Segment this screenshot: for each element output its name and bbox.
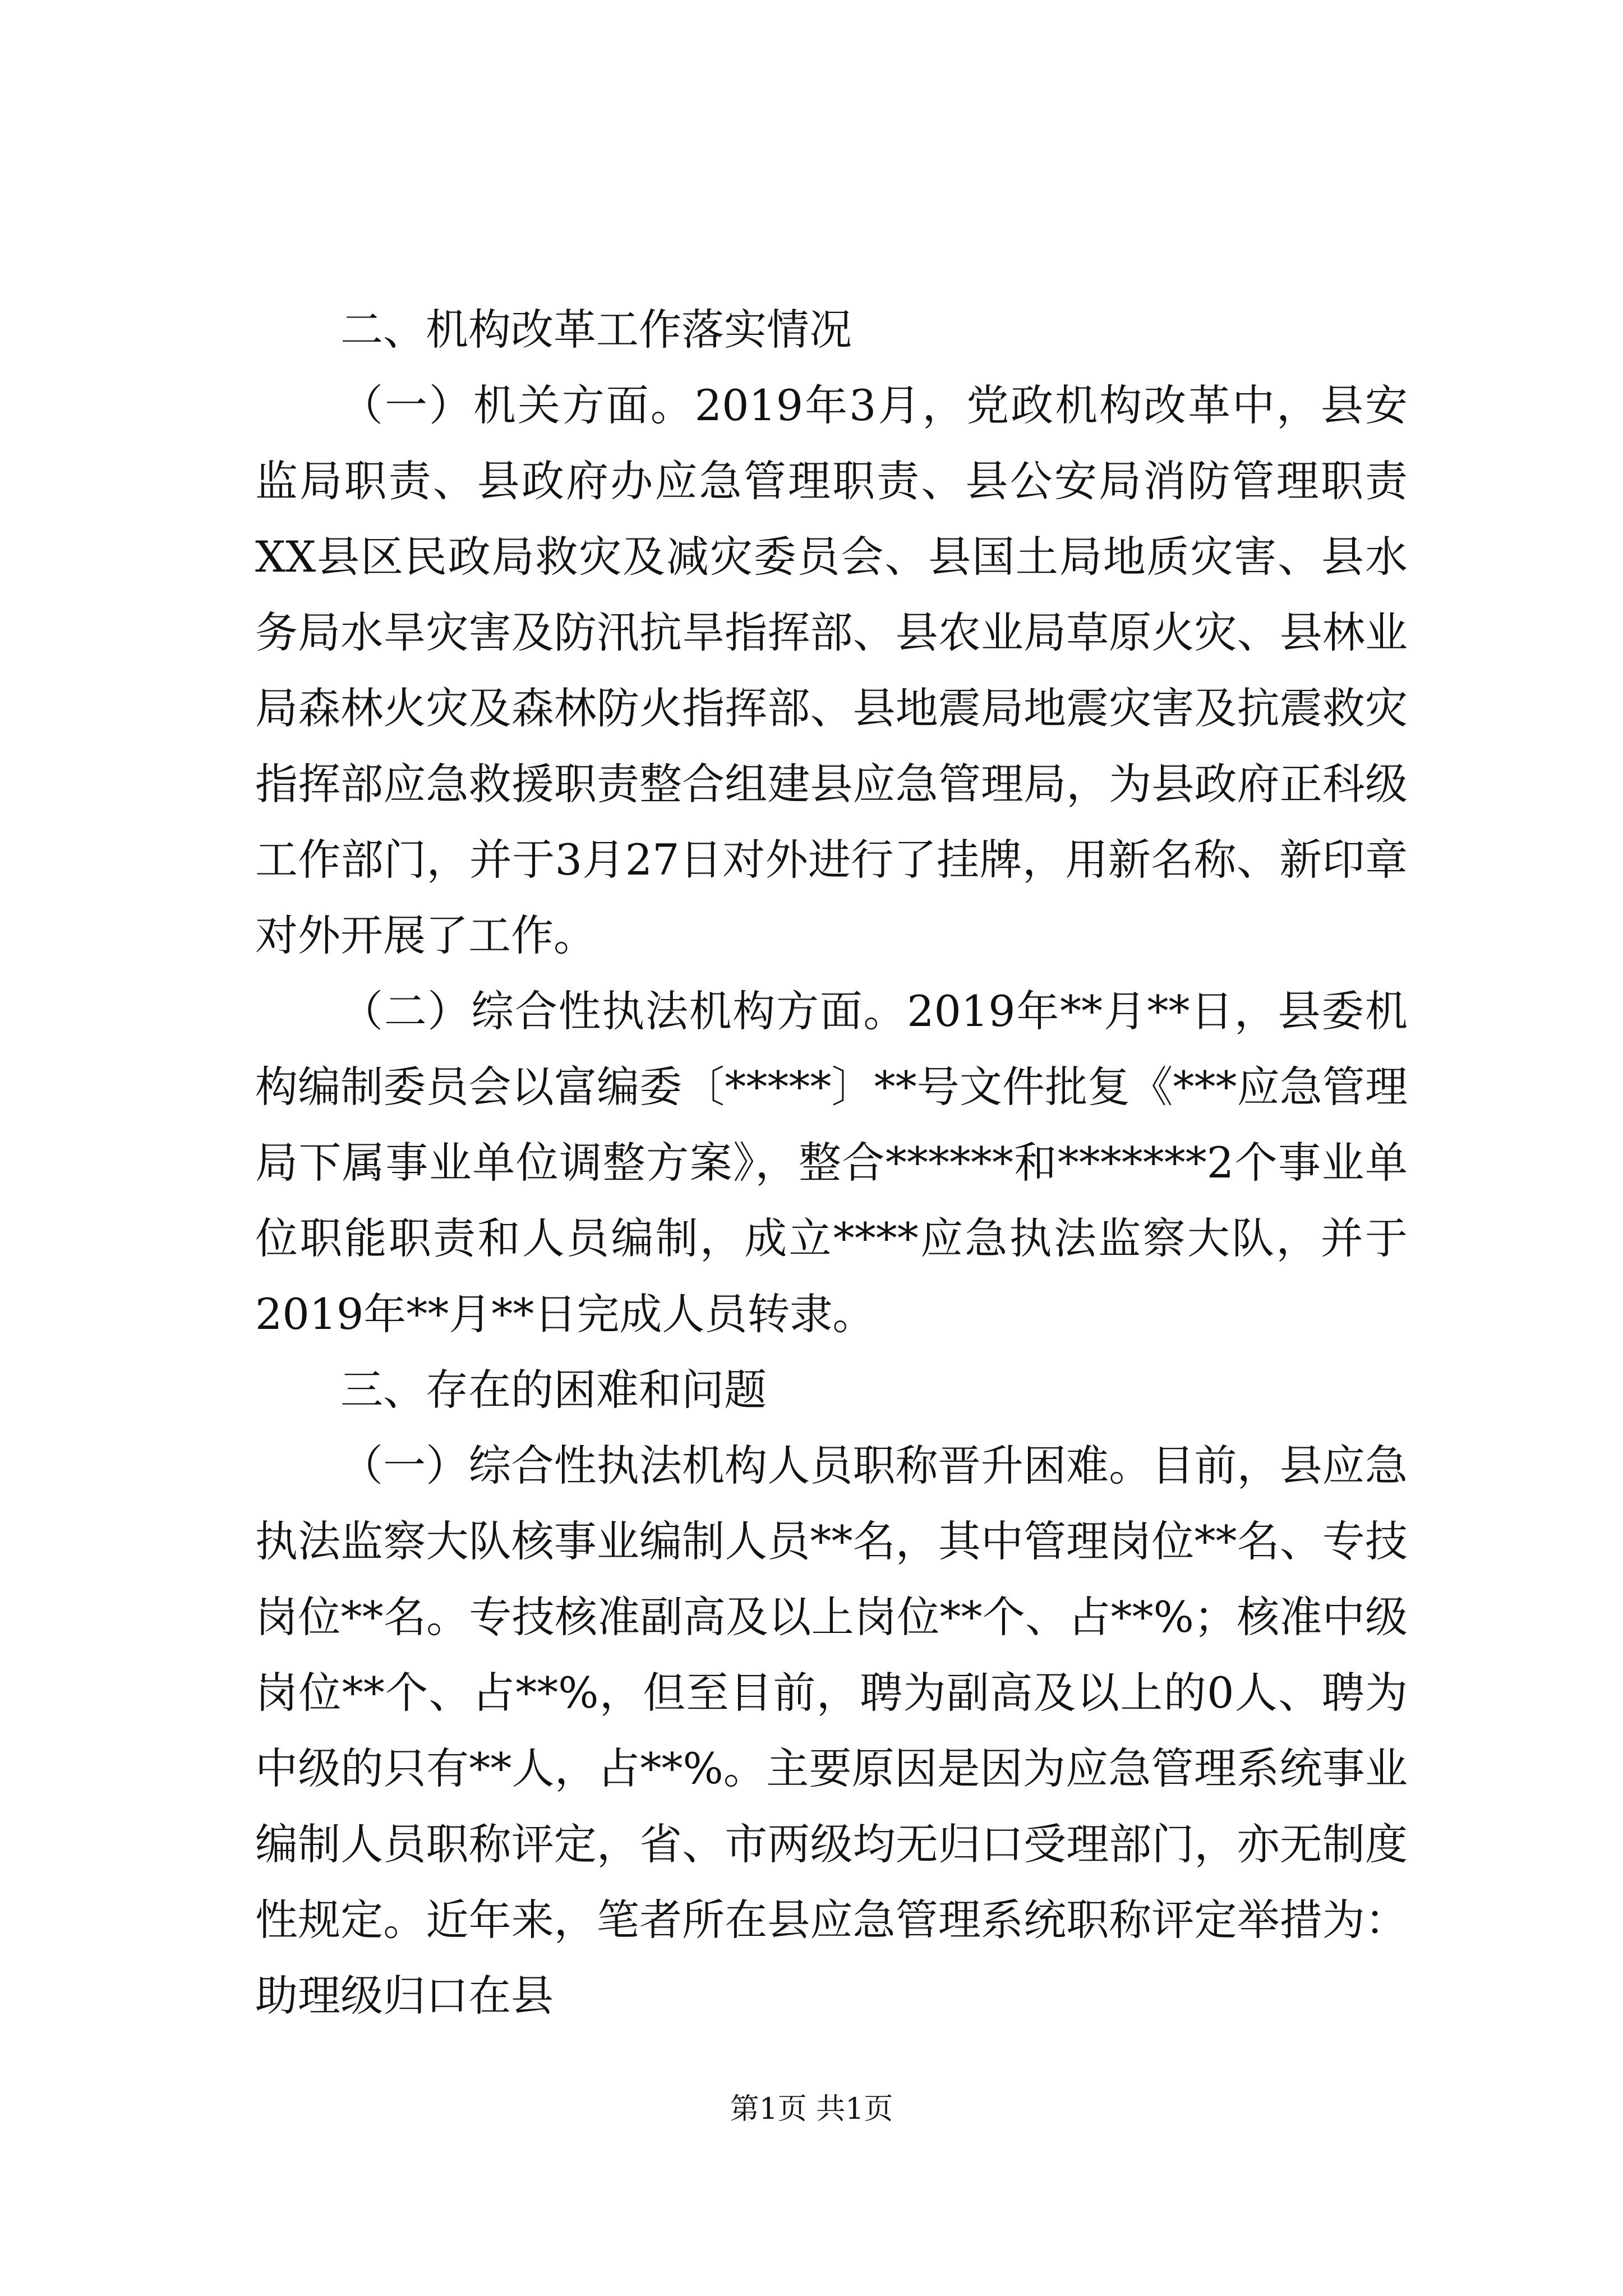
section-heading-2: 二、机构改革工作落实情况 xyxy=(340,305,852,355)
section-heading-3: 三、存在的困难和问题 xyxy=(340,1365,767,1415)
document-body xyxy=(255,292,1408,2033)
paragraph-enforcement: （二）综合性执法机构方面。2019年**月**日，县委机构编制委员会以富编委〔*****〕**号文件批复《***应急管理局下属事业单位调整方案》，整合******和*******2个事业单位职能职责和人员编制，成立****应急执法监察大队，并于2019年**月**日完成人员转隶。 xyxy=(255,986,1408,1339)
page-footer: 第1页 共1页 xyxy=(730,2092,893,2126)
paragraph-agency: （一）机关方面。2019年3月，党政机构改革中，县安监局职责、县政府办应急管理职责、县公安局消防管理职责XX县区民政局救灾及减灾委员会、县国土局地质灾害、县水务局水旱灾害及防汛抗旱指挥部、县农业局草原火灾、县林业局森林火灾及森林防火指挥部、县地震局地震灾害及抗震救灾指挥部应急救援职责整合组建县应急管理局，为县政府正科级工作部门，并于3月27日对外进行了挂牌，用新名称、新印章对外开展了工作。 xyxy=(255,380,1408,960)
paragraph-difficulties: （一）综合性执法机构人员职称晋升困难。目前，县应急执法监察大队核事业编制人员**名，其中管理岗位**名、专技岗位**名。专技核准副高及以上岗位**个、占**%；核准中级岗位**个、占**%，但至目前，聘为副高及以上的0人、聘为中级的只有**人，占**%。主要原因是因为应急管理系统事业编制人员职称评定，省、市两级均无归口受理部门，亦无制度性规定。近年来，笔者所在县应急管理系统职称评定举措为：助理级归口在县 xyxy=(255,1441,1408,2021)
